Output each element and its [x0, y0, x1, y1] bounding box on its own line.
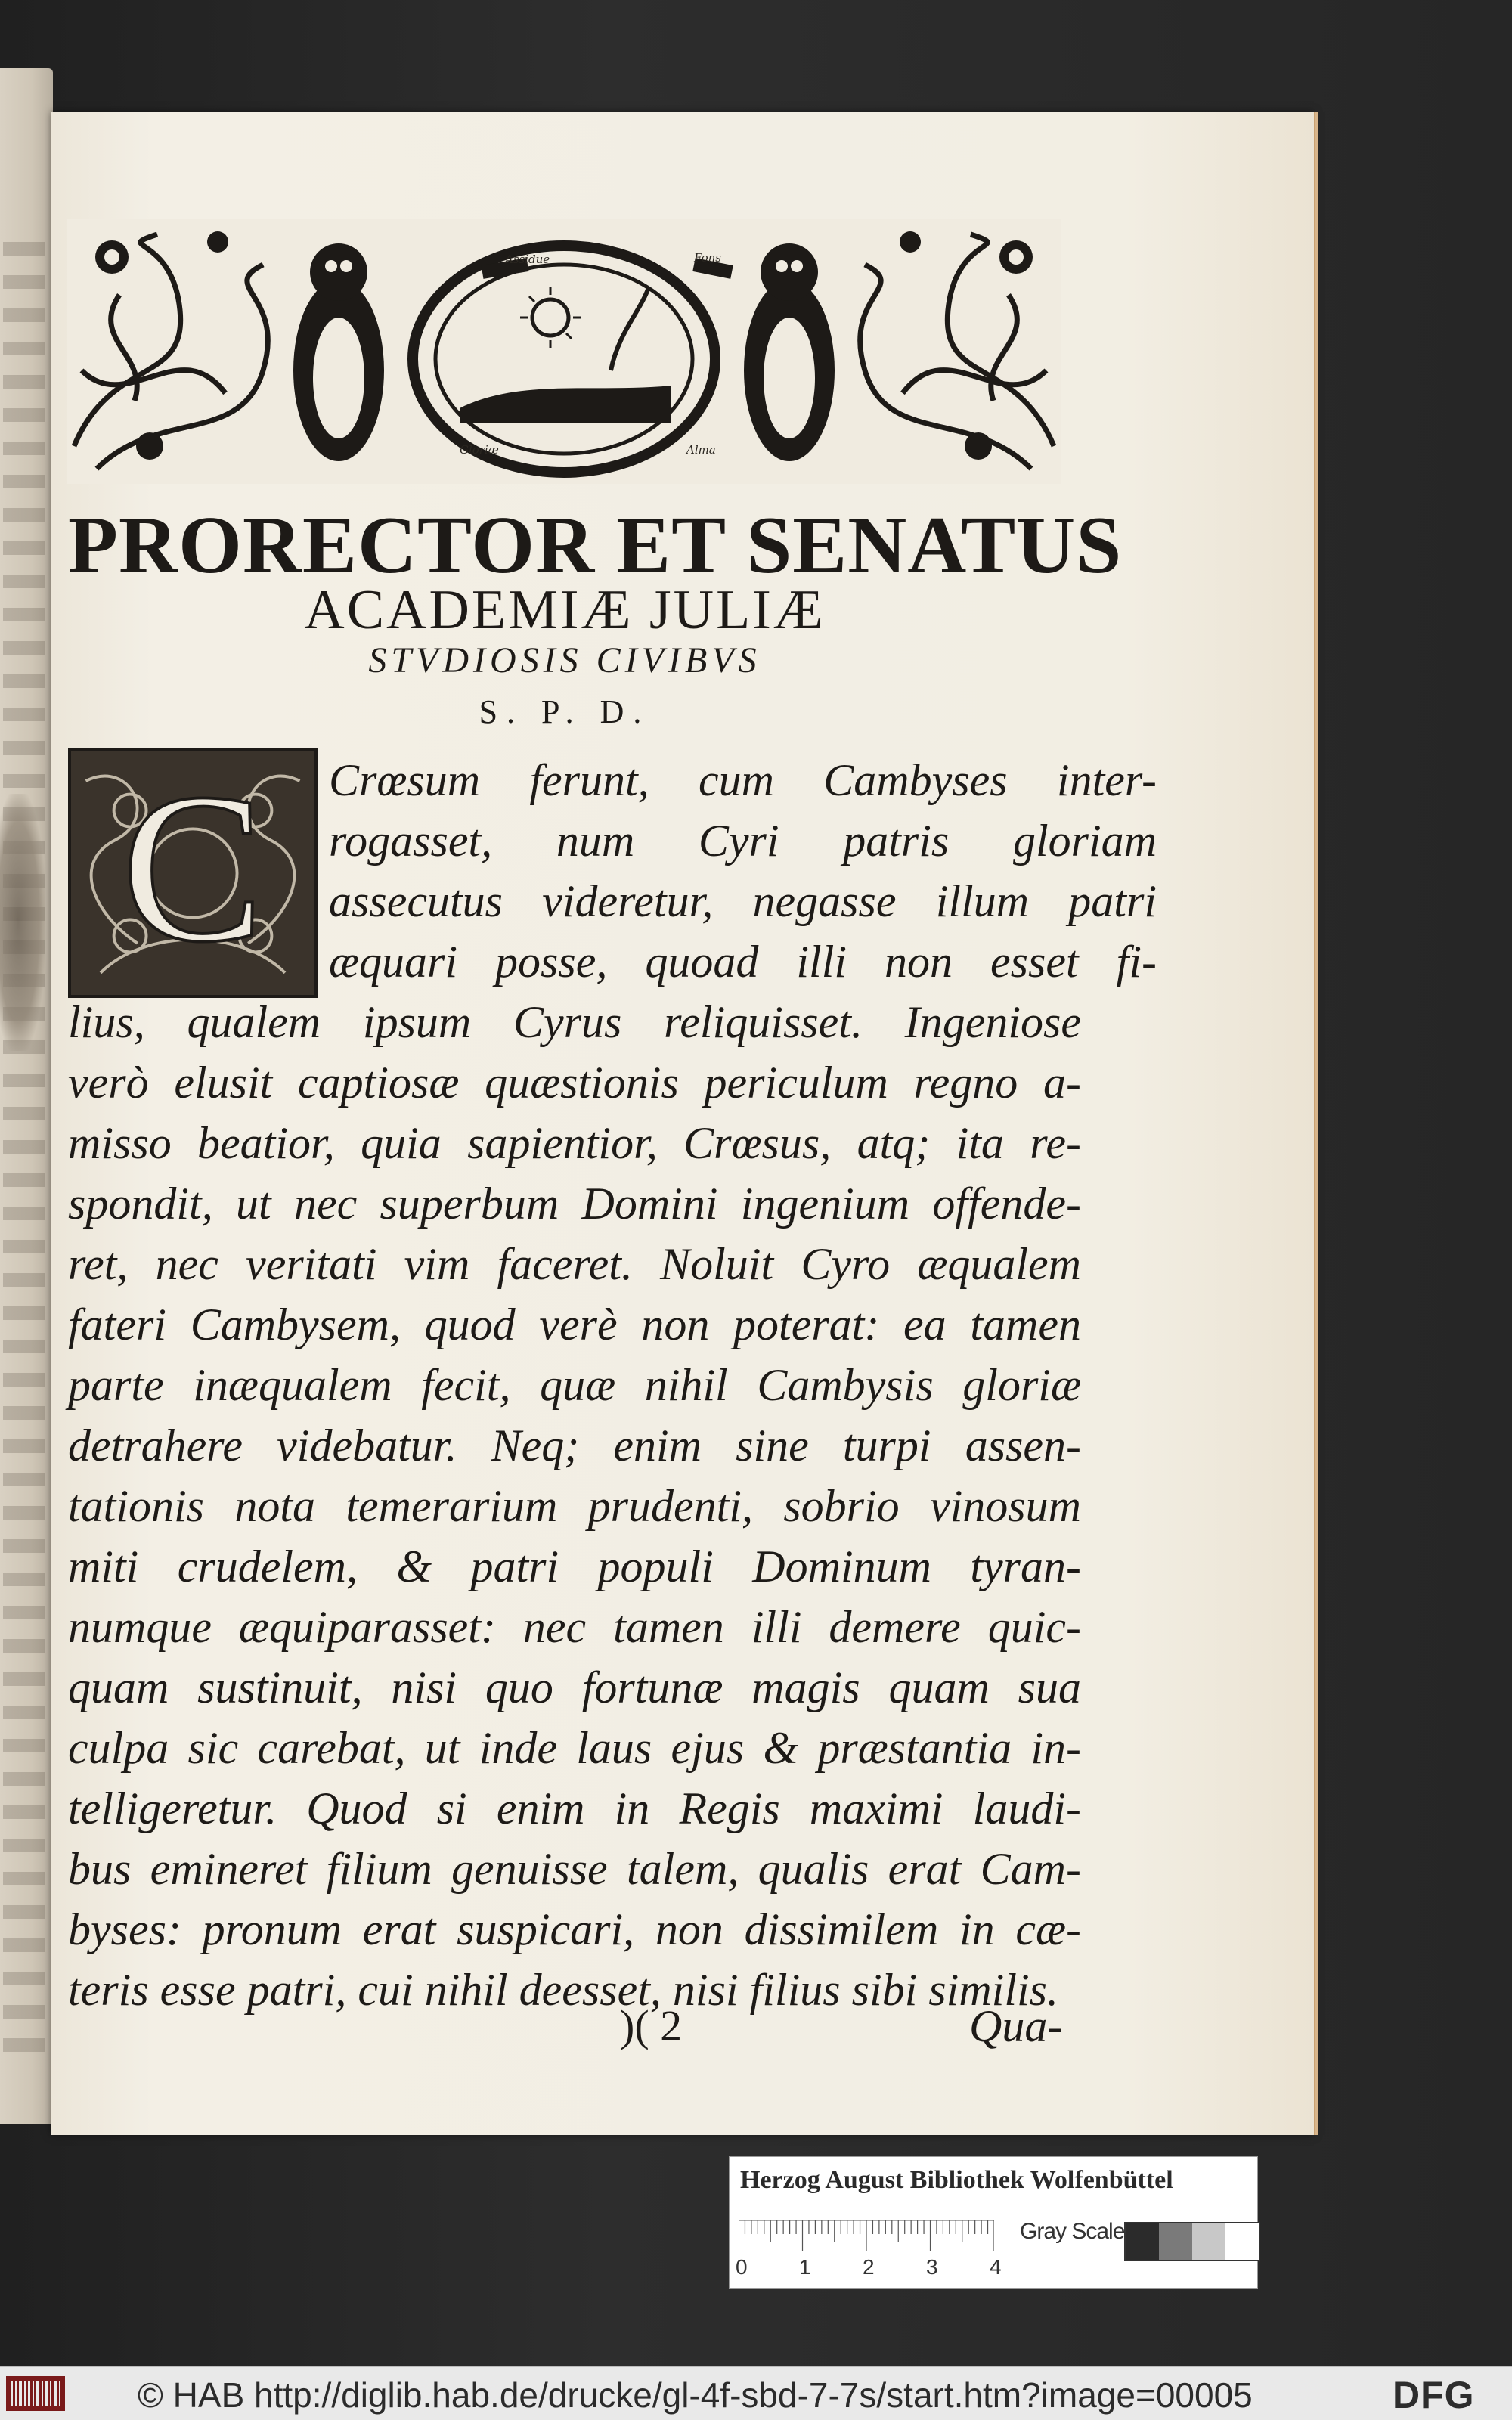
gray-swatch: [1192, 2223, 1225, 2260]
text-line: byses: pronum erat suspicari, non dissimilem in cæ-: [68, 1904, 1081, 1954]
previous-page-ornament: [0, 794, 45, 1051]
footer-bar: [0, 2366, 1512, 2420]
ruler-ticks: [739, 2220, 994, 2254]
previous-page-text-bleed: [3, 242, 45, 2056]
text-line: miti crudelem, & patri populi Dominum tyran-: [68, 1542, 1081, 1591]
text-line: culpa sic carebat, ut inde laus ejus & præstantia in-: [68, 1723, 1081, 1773]
text-line: æquari posse, quoad illi non esset fi-: [329, 937, 1157, 987]
text-line: teris esse patri, cui nihil deesset, nisi filius sibi similis.: [68, 1965, 1059, 2015]
text-line: verò elusit captiosæ quæstionis periculum regno a-: [68, 1058, 1081, 1108]
text-line: spondit, ut nec superbum Domini ingenium offende-: [68, 1179, 1081, 1229]
text-line: bus emineret filium genuisse talem, qualis erat Cam-: [68, 1844, 1081, 1894]
page-title: PRORECTOR ET SENATUS: [68, 500, 1123, 590]
text-line: ret, nec veritati vim faceret. Noluit Cyro æqualem: [68, 1239, 1081, 1289]
headpiece-woodcut-image: [67, 219, 1061, 484]
text-line: misso beatior, quia sapientior, Crœsus, atq; ita re-: [68, 1118, 1081, 1168]
previous-page-edge: [0, 68, 53, 2124]
headpiece-motto-2: Fons: [694, 251, 721, 265]
gray-swatch: [1159, 2223, 1192, 2260]
scale-number: 1: [799, 2255, 811, 2279]
text-line: fateri Cambysem, quod verè non poterat: ea tamen: [68, 1300, 1081, 1349]
decorated-initial: [68, 748, 318, 998]
salutation-line: S. P. D.: [479, 693, 651, 730]
text-line: detrahere videbatur. Neq; enim sine turpi assen-: [68, 1421, 1081, 1470]
headpiece-motto-3: Gloriæ: [460, 443, 499, 457]
color-calibration-bar: [729, 2156, 1258, 2289]
text-line: lius, qualem ipsum Cyrus reliquisset. Ingeniose: [68, 997, 1081, 1047]
text-line: Crœsum ferunt, cum Cambyses inter-: [329, 755, 1157, 805]
text-line: numque æquiparasset: nec tamen illi demere quic-: [68, 1602, 1081, 1652]
text-line: parte inæqualem fecit, quæ nihil Cambysis gloriæ: [68, 1360, 1081, 1410]
scale-number: 2: [863, 2255, 875, 2279]
headpiece-motto-1: Assidue: [505, 253, 550, 266]
text-line: rogasset, num Cyri patris gloriam: [329, 816, 1157, 866]
library-name: Herzog August Bibliothek Wolfenbüttel: [740, 2166, 1173, 2194]
headpiece-motto-4: Alma: [686, 443, 716, 457]
catchword: Qua-: [969, 2001, 1063, 2051]
signature-mark: )( 2: [620, 2001, 683, 2050]
text-line: telligeretur. Quod si enim in Regis maximi laudi-: [68, 1783, 1081, 1833]
initial-letter: C: [121, 751, 265, 987]
gray-swatch: [1126, 2223, 1159, 2260]
dfg-logo: DFG: [1393, 2374, 1475, 2416]
barcode-icon: [6, 2376, 65, 2411]
gray-swatch: [1225, 2223, 1259, 2260]
address-line: STVDIOSIS CIVIBVS: [368, 640, 761, 680]
scale-number: 0: [736, 2255, 748, 2279]
scale-numbers: [736, 2255, 1008, 2282]
text-line: tationis nota temerarium prudenti, sobrio vinosum: [68, 1481, 1081, 1531]
scale-ruler: [739, 2220, 994, 2254]
scale-number: 3: [926, 2255, 938, 2279]
gray-scale-swatches: [1124, 2222, 1260, 2261]
text-line: assecutus videretur, negasse illum patri: [329, 876, 1157, 926]
source-url[interactable]: © HAB http://diglib.hab.de/drucke/gl-4f-sbd-7-7s/start.htm?image=00005: [138, 2375, 1253, 2415]
scale-number: 4: [990, 2255, 1002, 2279]
initial-woodcut-image: [71, 751, 314, 995]
gray-scale-label: Gray Scale: [1020, 2219, 1125, 2244]
headpiece-ornament: [67, 219, 1061, 484]
page-subtitle: ACADEMIÆ JULIÆ: [304, 579, 826, 641]
text-line: quam sustinuit, nisi quo fortunæ magis quam sua: [68, 1662, 1081, 1712]
